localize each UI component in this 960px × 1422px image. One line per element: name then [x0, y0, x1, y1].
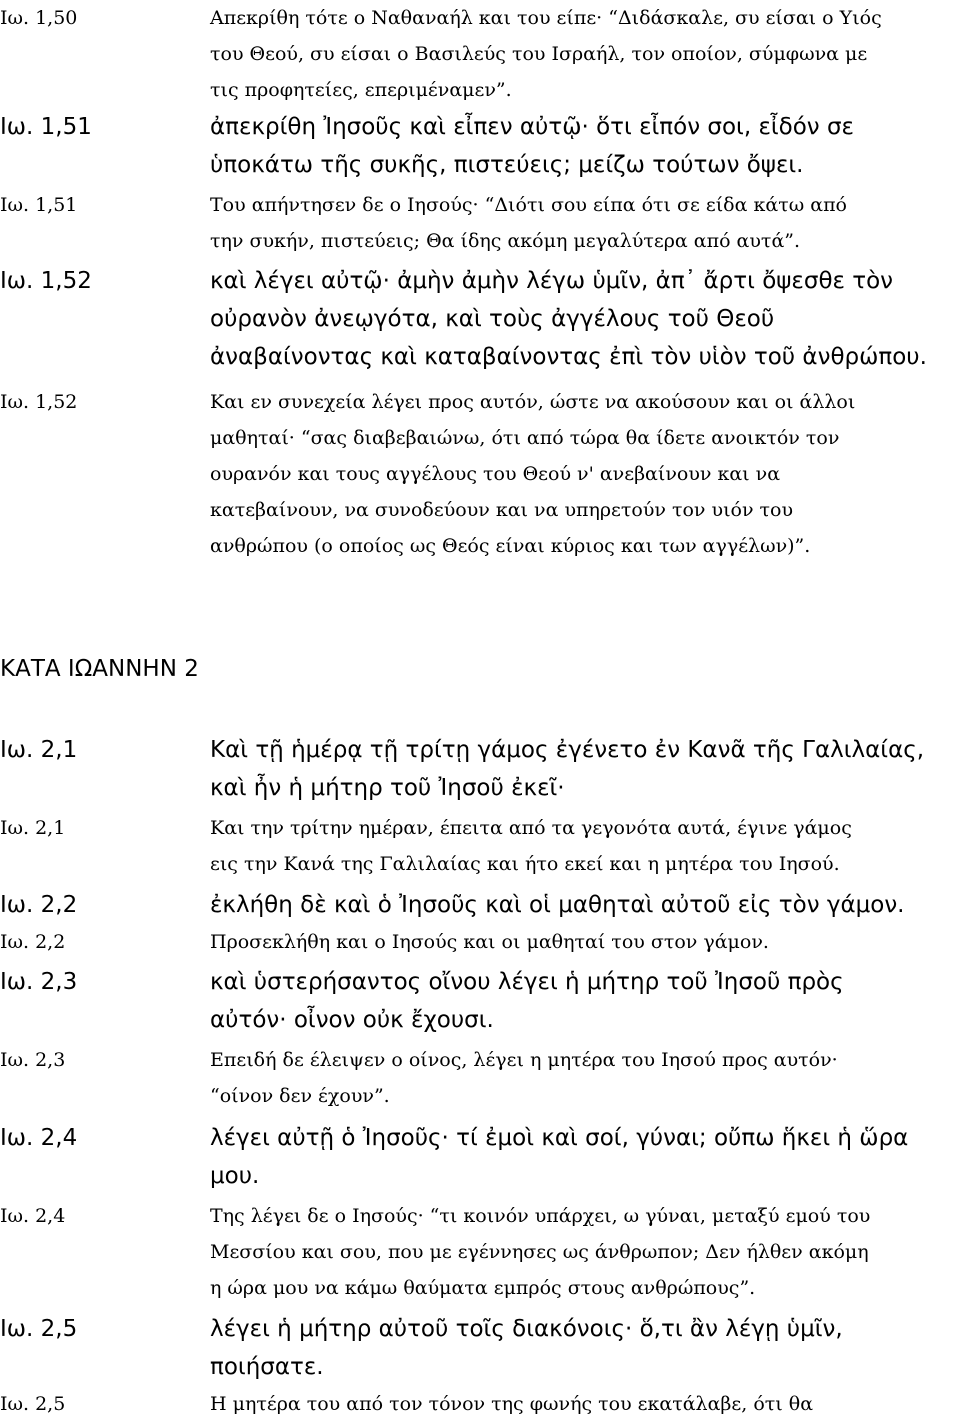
- verse-ref: Ιω. 1,52: [0, 391, 78, 413]
- verse-line: οὐρανὸν ἀνεῳγότα, καὶ τοὺς ἀγγέλους τοῦ Θεοῦ: [210, 306, 775, 332]
- verse-line: αὐτόν· οἶνον οὐκ ἔχουσι.: [210, 1007, 494, 1033]
- verse-text: [210, 924, 955, 960]
- verse-ref: Ιω. 1,50: [0, 7, 78, 29]
- verse-line: εις την Κανά της Γαλιλαίας και ήτο εκεί και η μητέρα του Ιησού.: [210, 853, 840, 875]
- verse-text: [210, 1119, 955, 1195]
- verse-line: ποιήσατε.: [210, 1354, 324, 1380]
- verse-line: “οίνον δεν έχουν”.: [210, 1085, 390, 1107]
- verse-text: [210, 187, 955, 259]
- verse-text: [210, 731, 955, 807]
- verse-line: Προσεκλήθη και ο Ιησούς και οι μαθηταί του στον γάμον.: [210, 931, 769, 953]
- verse-text: [210, 384, 955, 564]
- verse-text: [210, 963, 955, 1039]
- verse-line: ἀναβαίνοντας καὶ καταβαίνοντας ἐπὶ τὸν υἱὸν τοῦ ἀνθρώπου.: [210, 344, 927, 370]
- verse-text: [210, 1310, 955, 1386]
- verse-line: την συκήν, πιστεύεις; Θα ίδης ακόμη μεγαλύτερα από αυτά”.: [210, 230, 801, 252]
- verse-line: Καὶ τῇ ἡμέρᾳ τῇ τρίτῃ γάμος ἐγένετο ἐν Κανᾶ τῆς Γαλιλαίας,: [210, 737, 925, 763]
- verse-line: καὶ ἦν ἡ μήτηρ τοῦ Ἰησοῦ ἐκεῖ·: [210, 775, 565, 801]
- verse-line: η ώρα μου να κάμω θαύματα εμπρός στους ανθρώπους”.: [210, 1277, 756, 1299]
- verse-line: ουρανόν και τους αγγέλους του Θεού ν' ανεβαίνουν και να: [210, 463, 781, 485]
- verse-text: [210, 108, 955, 184]
- verse-line: ὑποκάτω τῆς συκῆς, πιστεύεις; μείζω τούτων ὄψει.: [210, 152, 804, 178]
- verse-line: Του απήντησεν δε ο Ιησούς· “Διότι σου είπα ότι σε είδα κάτω από: [210, 194, 847, 216]
- verse-line: μαθηταί· “σας διαβεβαιώνω, ότι από τώρα θα ίδετε ανοικτόν τον: [210, 427, 840, 449]
- verse-line: Της λέγει δε ο Ιησούς· “τι κοινόν υπάρχει, ω γύναι, μεταξύ εμού του: [210, 1205, 871, 1227]
- verse-ref: Ιω. 2,3: [0, 969, 78, 995]
- verse-line: τις προφητείες, επεριμέναμεν”.: [210, 79, 512, 101]
- verse-line: ἐκλήθη δὲ καὶ ὁ Ἰησοῦς καὶ οἱ μαθηταὶ αὐτοῦ εἰς τὸν γάμον.: [210, 892, 905, 918]
- verse-ref: Ιω. 2,5: [0, 1393, 66, 1415]
- verse-line: καὶ ὑστερήσαντος οἴνου λέγει ἡ μήτηρ τοῦ Ἰησοῦ πρὸς: [210, 969, 844, 995]
- verse-line: Η μητέρα του από τον τόνον της φωνής του εκατάλαβε, ότι θα: [210, 1393, 814, 1415]
- verse-line: λέγει ἡ μήτηρ αὐτοῦ τοῖς διακόνοις· ὅ,τι ἂν λέγῃ ὑμῖν,: [210, 1316, 843, 1342]
- chapter-heading: ΚΑΤΑ ΙΩΑΝΝΗΝ 2: [0, 656, 199, 682]
- verse-line: μου.: [210, 1163, 260, 1189]
- verse-ref: Ιω. 1,51: [0, 194, 78, 216]
- verse-ref: Ιω. 1,52: [0, 268, 92, 294]
- verse-ref: Ιω. 2,4: [0, 1205, 66, 1227]
- verse-ref: Ιω. 2,2: [0, 892, 78, 918]
- verse-ref: Ιω. 2,4: [0, 1125, 78, 1151]
- verse-text: [210, 0, 955, 108]
- verse-ref: Ιω. 2,5: [0, 1316, 78, 1342]
- verse-ref: Ιω. 2,1: [0, 737, 78, 763]
- verse-line: Απεκρίθη τότε ο Ναθαναήλ και του είπε· “Διδάσκαλε, συ είσαι ο Υιός: [210, 7, 882, 29]
- verse-line: κατεβαίνουν, να συνοδεύουν και να υπηρετούν τον υιόν του: [210, 499, 794, 521]
- verse-line: ανθρώπου (ο οποίος ως Θεός είναι κύριος και των αγγέλων)”.: [210, 535, 811, 557]
- verse-text: [210, 810, 955, 882]
- verse-text: [210, 1198, 955, 1306]
- verse-ref: Ιω. 1,51: [0, 114, 92, 140]
- verse-text: [210, 262, 955, 376]
- verse-text: [210, 886, 955, 924]
- verse-line: του Θεού, συ είσαι ο Βασιλεύς του Ισραήλ, τον οποίον, σύμφωνα με: [210, 43, 868, 65]
- verse-line: ἀπεκρίθη Ἰησοῦς καὶ εἶπεν αὐτῷ· ὅτι εἶπόν σοι, εἶδόν σε: [210, 114, 854, 140]
- verse-text: [210, 1386, 955, 1422]
- verse-line: λέγει αὐτῇ ὁ Ἰησοῦς· τί ἐμοὶ καὶ σοί, γύναι; οὔπω ἥκει ἡ ὥρα: [210, 1125, 909, 1151]
- verse-line: καὶ λέγει αὐτῷ· ἀμὴν ἀμὴν λέγω ὑμῖν, ἀπ᾿ ἄρτι ὄψεσθε τὸν: [210, 268, 894, 294]
- verse-line: Επειδή δε έλειψεν ο οίνος, λέγει η μητέρα του Ιησού προς αυτόν·: [210, 1049, 838, 1071]
- verse-ref: Ιω. 2,2: [0, 931, 66, 953]
- verse-ref: Ιω. 2,1: [0, 817, 66, 839]
- verse-line: Μεσσίου και σου, που με εγέννησες ως άνθρωπον; Δεν ήλθεν ακόμη: [210, 1241, 869, 1263]
- verse-text: [210, 1042, 955, 1114]
- verse-line: Και εν συνεχεία λέγει προς αυτόν, ώστε να ακούσουν και οι άλλοι: [210, 391, 856, 413]
- verse-line: Και την τρίτην ημέραν, έπειτα από τα γεγονότα αυτά, έγινε γάμος: [210, 817, 852, 839]
- verse-ref: Ιω. 2,3: [0, 1049, 66, 1071]
